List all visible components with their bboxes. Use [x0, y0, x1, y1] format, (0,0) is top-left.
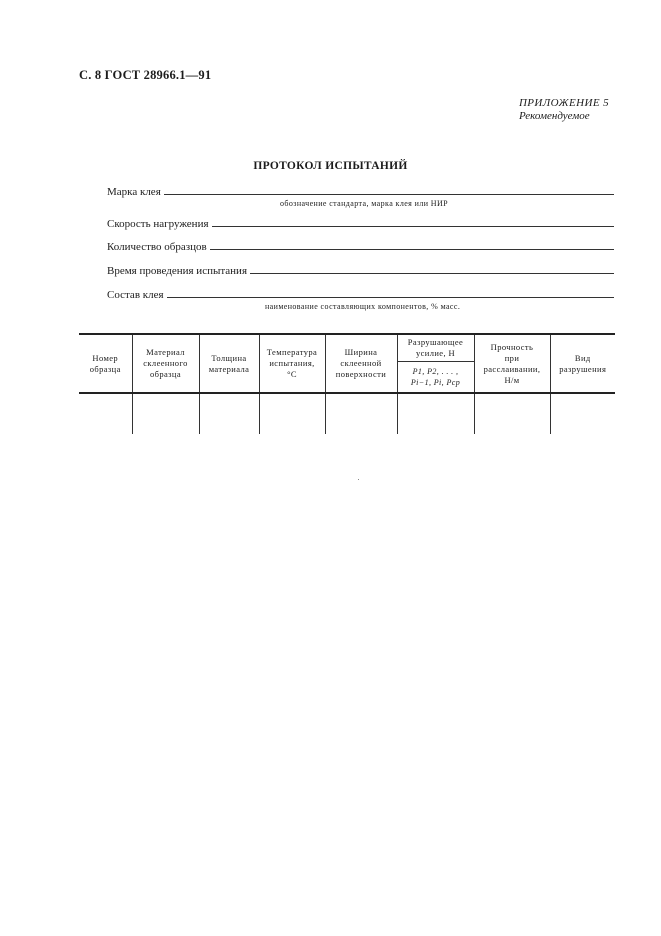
table-header-row	[79, 334, 615, 362]
glue-brand-line	[164, 193, 614, 195]
test-time-label: Время проведения испытания	[107, 265, 248, 277]
col-width-header	[325, 334, 397, 393]
cell-failure-type	[550, 393, 615, 434]
col-thickness-line1: Толщина	[211, 352, 247, 363]
col-thickness-line2: материала	[208, 363, 250, 374]
col-breaking-force-line1: Разрушающее	[407, 337, 464, 347]
cell-number	[79, 393, 132, 434]
glue-composition-line	[167, 296, 614, 298]
appendix-title: ПРИЛОЖЕНИЕ 5	[518, 97, 609, 109]
col-material-line2: склеенного	[143, 358, 188, 368]
col-temperature-line3: °С	[287, 369, 297, 379]
col-width-line1: Ширина	[344, 347, 378, 357]
col-peel-strength-line2: при	[504, 352, 520, 363]
cell-material	[132, 393, 199, 434]
sample-count-line	[210, 248, 614, 250]
sample-count-field	[107, 239, 614, 253]
col-width-line2: склеенной	[340, 358, 382, 368]
protocol-table	[79, 333, 615, 434]
col-number-header	[79, 334, 132, 393]
load-speed-line	[212, 225, 614, 227]
col-thickness-header	[199, 334, 259, 393]
col-number-line1: Номер	[92, 352, 119, 363]
glue-brand-field	[107, 184, 614, 198]
test-time-line	[250, 272, 614, 274]
glue-composition-hint: наименование составляющих компонентов, % масс.	[265, 302, 461, 311]
col-peel-strength-line3: расслаивании,	[483, 363, 541, 374]
glue-brand-hint: обозначение стандарта, марка клея или НИР	[280, 199, 449, 208]
sample-count-label: Количество образцов	[107, 241, 207, 253]
breaking-force-formula-line1: P1, P2, . . . ,	[412, 367, 459, 376]
page-header: С. 8 ГОСТ 28966.1—91	[79, 68, 212, 82]
col-failure-type-header	[550, 334, 615, 393]
cell-peel-strength	[474, 393, 550, 434]
col-breaking-force-line2: усилие, Н	[415, 348, 456, 358]
col-width-line3: поверхности	[335, 369, 387, 379]
col-material-line1: Материал	[146, 347, 185, 357]
col-breaking-force-subheader	[397, 362, 474, 394]
load-speed-field	[107, 216, 614, 230]
col-material-line3: образца	[149, 369, 182, 379]
cell-temperature	[259, 393, 325, 434]
table-row	[79, 393, 615, 434]
document-title: ПРОТОКОЛ ИСПЫТАНИЙ	[253, 160, 408, 172]
test-time-field	[107, 263, 614, 277]
scan-dot	[358, 479, 359, 480]
glue-composition-field	[107, 287, 614, 301]
glue-composition-label: Состав клея	[107, 289, 164, 301]
cell-width	[325, 393, 397, 434]
appendix-block	[519, 97, 609, 123]
col-breaking-force-header	[397, 334, 474, 362]
cell-thickness	[199, 393, 259, 434]
col-failure-type-line2: разрушения	[559, 363, 607, 374]
glue-brand-label: Марка клея	[107, 186, 161, 198]
col-temperature-line2: испытания,	[269, 358, 315, 368]
cell-breaking-force	[397, 393, 474, 434]
col-temperature-header	[259, 334, 325, 393]
col-temperature-line1: Температура	[266, 347, 318, 357]
col-material-header	[132, 334, 199, 393]
appendix-status: Рекомендуемое	[518, 110, 590, 122]
col-number-line2: образца	[89, 363, 121, 374]
breaking-force-formula-line2: Pi−1, Pi, Pср	[410, 378, 461, 387]
col-peel-strength-line1: Прочность	[490, 341, 534, 352]
col-failure-type-line1: Вид	[574, 352, 591, 363]
col-peel-strength-header	[474, 334, 550, 393]
col-peel-strength-line4: Н/м	[504, 374, 520, 385]
load-speed-label: Скорость нагружения	[107, 218, 209, 230]
